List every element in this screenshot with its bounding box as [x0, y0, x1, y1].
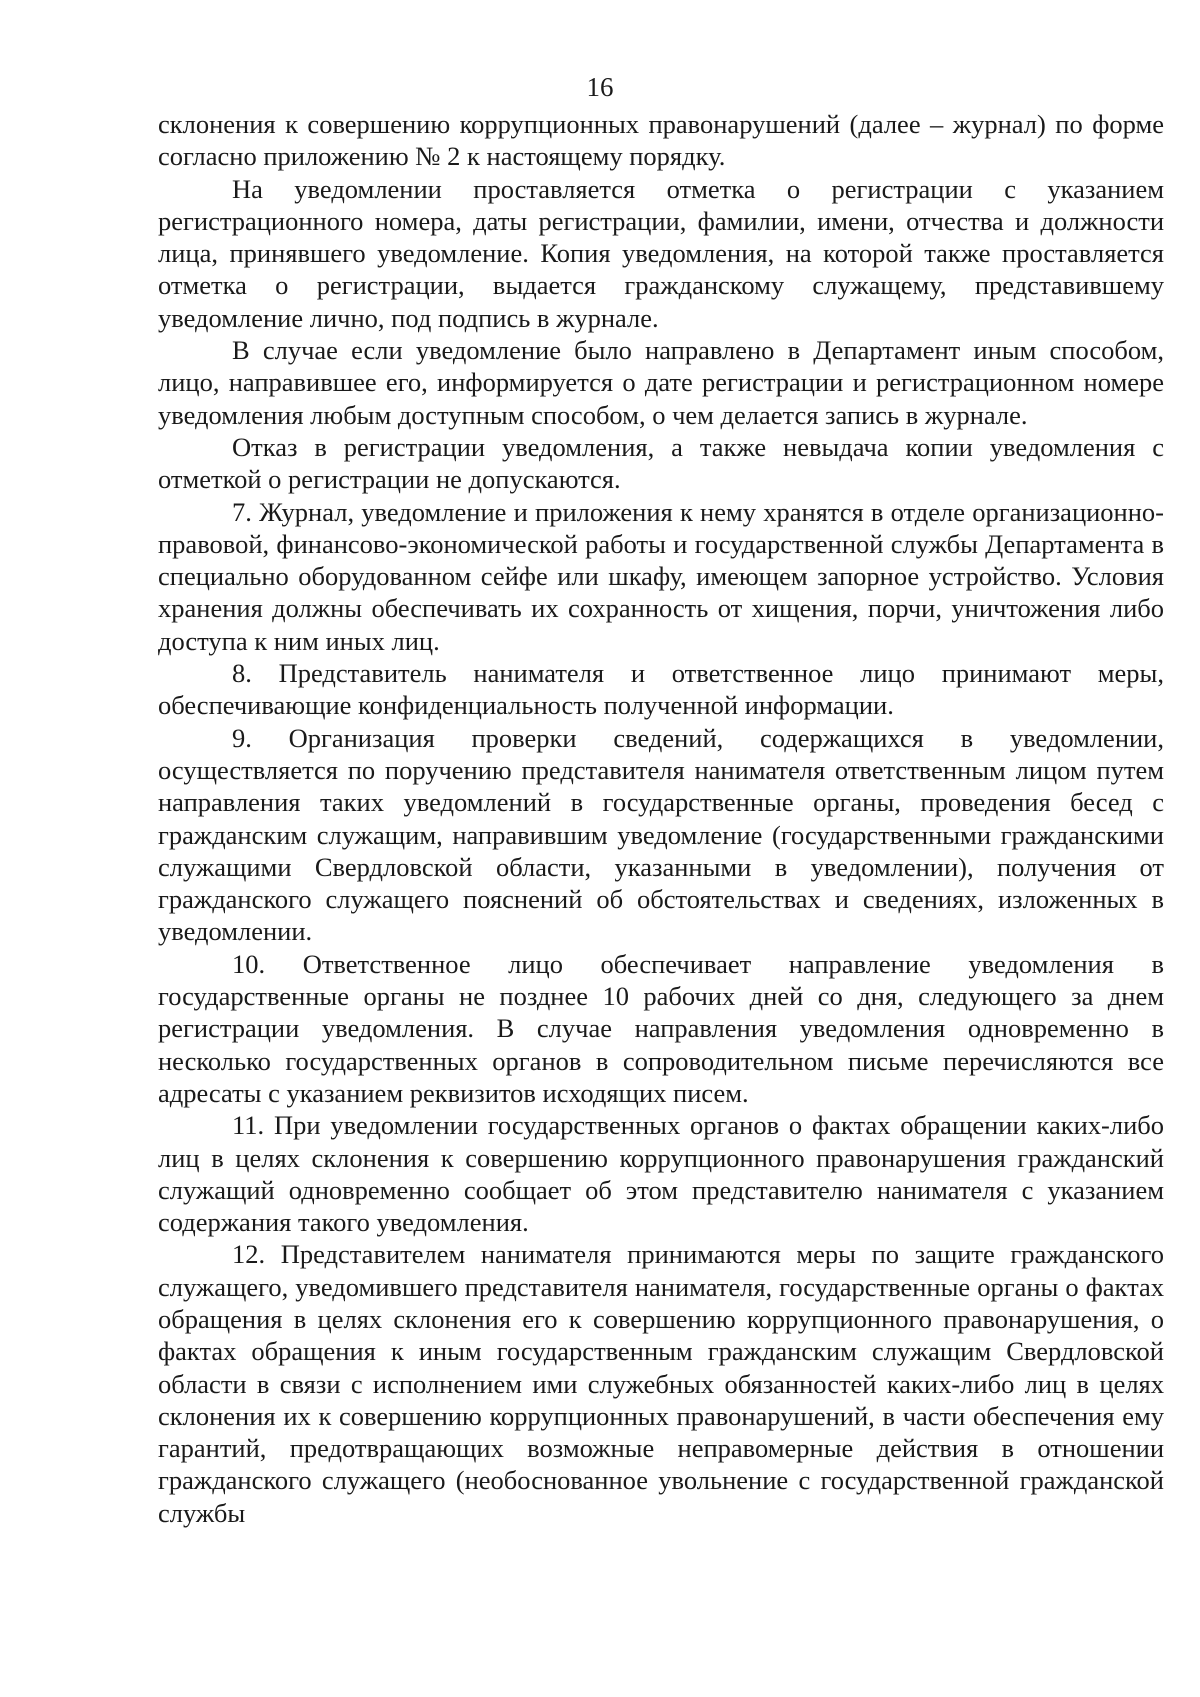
paragraph-continuation: склонения к совершению коррупционных правонарушений (далее – журнал) по форме согласно приложению № 2 к настоящему порядку. — [158, 109, 1164, 172]
paragraph-item-9: 9. Организация проверки сведений, содержащихся в уведомлении, осуществляется по поручению представителя нанимателя ответственным лицом путем направления таких уведомлений в государственные органы, проведения бесед с гражданским служащим, направившим уведомление (государственными гражданскими служащими Свердловской области, указанными в уведомлении), получения от гражданского служащего пояснений об обстоятельствах и сведениях, изложенных в уведомлении. — [158, 722, 1164, 947]
document-body — [158, 108, 1164, 1529]
paragraph-item-7: 7. Журнал, уведомление и приложения к нему хранятся в отделе организационно-правовой, финансово-экономической работы и государственной службы Департамента в специально оборудованном сейфе или шкафу, имеющем запорное устройство. Условия хранения должны обеспечивать их сохранность от хищения, порчи, уничтожения либо доступа к ним иных лиц. — [158, 496, 1164, 656]
paragraph-refusal: Отказ в регистрации уведомления, а также невыдача копии уведомления с отметкой о регистрации не допускаются. — [158, 431, 1164, 495]
paragraph-registration-mark: На уведомлении проставляется отметка о регистрации с указанием регистрационного номера, даты регистрации, фамилии, имени, отчества и должности лица, принявшего уведомление. Копия уведомления, на которой также проставляется отметка о регистрации, выдается гражданскому служащему, представившему уведомление лично, под подпись в журнале. — [158, 173, 1164, 333]
paragraph-item-12: 12. Представителем нанимателя принимаются меры по защите гражданского служащего, уведомившего представителя нанимателя, государственные органы о фактах обращения в целях склонения его к совершению коррупционного правонарушения, о фактах обращения к иным государственным гражданским служащим Свердловской области в связи с исполнением ими служебных обязанностей каких-либо лиц в целях склонения их к совершению коррупционных правонарушений, в части обеспечения ему гарантий, предотвращающих возможные неправомерные действия в отношении гражданского служащего (необоснованное увольнение с государственной гражданской службы — [158, 1239, 1164, 1528]
paragraph-item-8: 8. Представитель нанимателя и ответственное лицо принимают меры, обеспечивающие конфиденциальность полученной информации. — [158, 658, 1164, 721]
paragraph-item-10: 10. Ответственное лицо обеспечивает направление уведомления в государственные органы не позднее 10 рабочих дней со дня, следующего за днем регистрации уведомления. В случае направления уведомления одновременно в несколько государственных органов в сопроводительном письме перечисляются все адресаты с указанием реквизитов исходящих писем. — [158, 948, 1164, 1108]
page-number: 16 — [586, 72, 614, 102]
paragraph-item-11: 11. При уведомлении государственных органов о фактах обращении каких-либо лиц в целях склонения к совершению коррупционного правонарушения гражданский служащий одновременно сообщает об этом представителю нанимателя с указанием содержания такого уведомления. — [158, 1110, 1164, 1238]
paragraph-other-method: В случае если уведомление было направлено в Департамент иным способом, лицо, направившее его, информируется о дате регистрации и регистрационном номере уведомления любым доступным способом, о чем делается запись в журнале. — [158, 335, 1164, 430]
